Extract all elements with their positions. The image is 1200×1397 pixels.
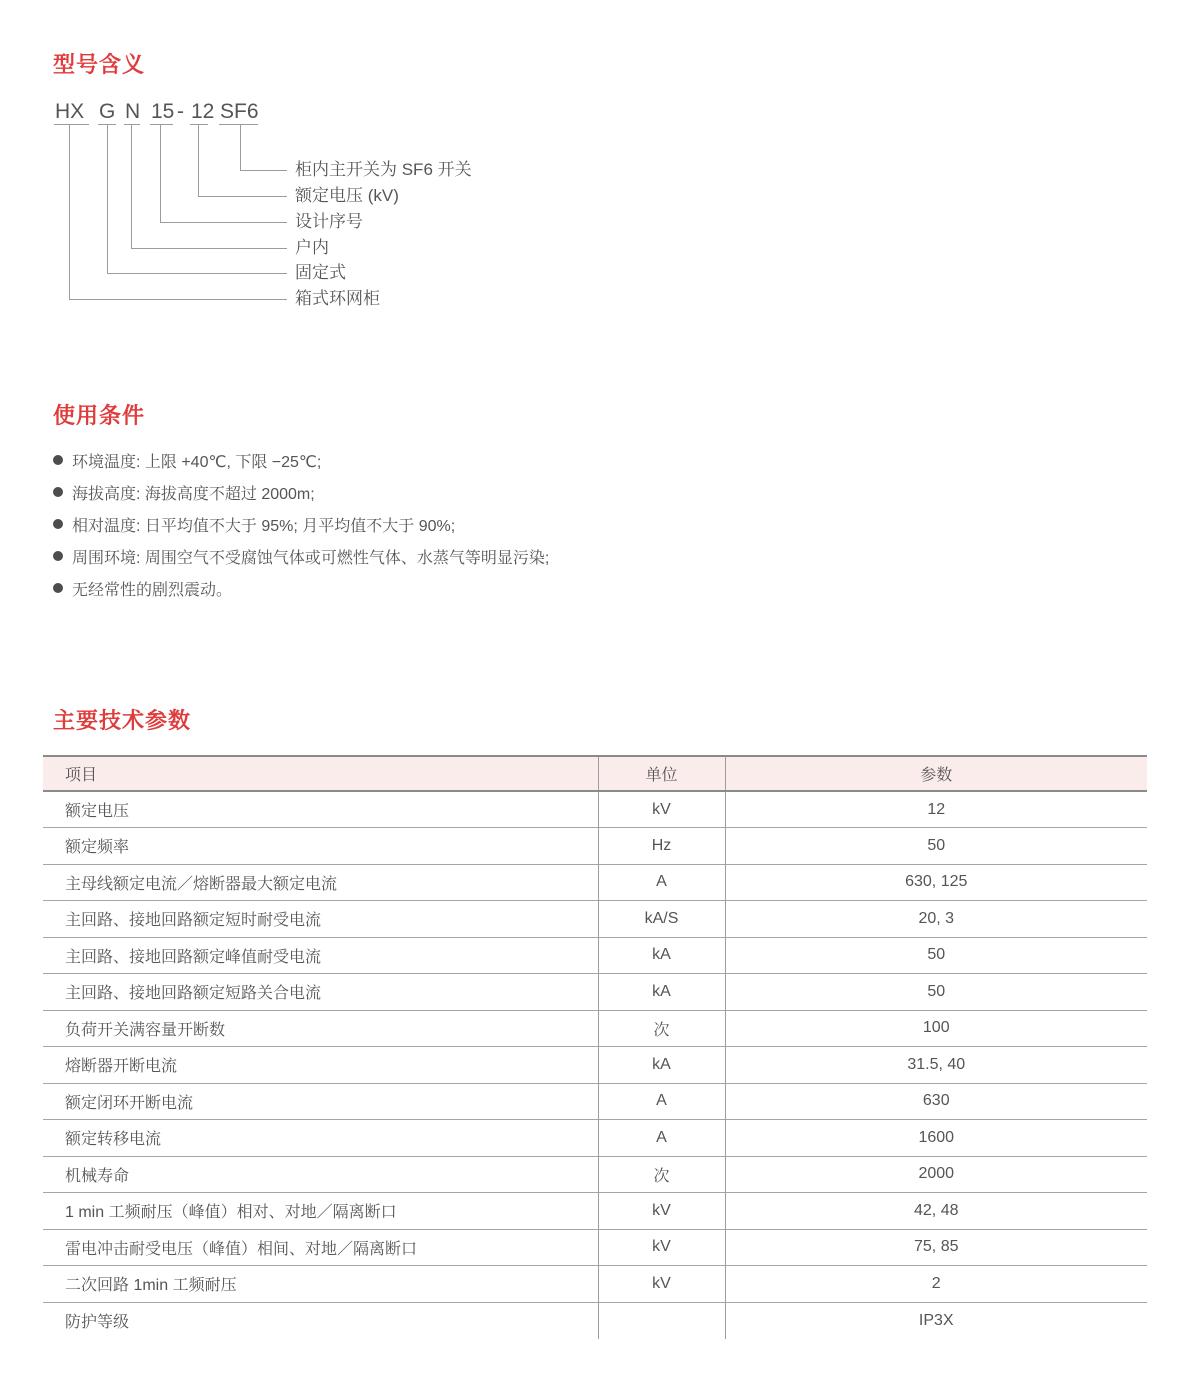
code-underline	[190, 124, 208, 125]
model-code-segment: HX	[55, 100, 85, 123]
param-value-cell: 75, 85	[725, 1229, 1147, 1266]
table-row	[43, 901, 1147, 938]
param-value-cell: 12	[725, 791, 1147, 828]
table-row	[43, 1229, 1147, 1266]
param-unit-cell: kA	[598, 974, 725, 1011]
model-code-segment: G	[99, 100, 116, 123]
model-code-segment: 12	[191, 100, 215, 123]
params-section-title: 主要技术参数	[53, 708, 192, 733]
table-row	[43, 1120, 1147, 1157]
conditions-section-title: 使用条件	[53, 403, 146, 428]
param-name-cell: 主回路、接地回路额定峰值耐受电流	[43, 937, 598, 974]
code-underline	[150, 124, 173, 125]
param-value-cell: 42, 48	[725, 1193, 1147, 1230]
table-row	[43, 1193, 1147, 1230]
param-name-cell: 额定闭环开断电流	[43, 1083, 598, 1120]
condition-text: 环境温度: 上限 +40℃, 下限 −25℃;	[72, 453, 322, 471]
param-unit-cell: 次	[598, 1010, 725, 1047]
param-value-cell: 50	[725, 974, 1147, 1011]
param-unit-cell: kV	[598, 1193, 725, 1230]
code-underline	[124, 124, 140, 125]
code-underline	[54, 124, 89, 125]
param-value-cell: 2	[725, 1266, 1147, 1303]
connector-line-vertical	[198, 124, 199, 196]
param-unit-cell: kA/S	[598, 901, 725, 938]
connector-line-horizontal	[160, 222, 287, 223]
table-row	[43, 1010, 1147, 1047]
model-code-segment: SF6	[220, 100, 259, 123]
param-unit-cell: kA	[598, 1047, 725, 1084]
param-name-cell: 机械寿命	[43, 1156, 598, 1193]
param-name-cell: 雷电冲击耐受电压（峰值）相间、对地／隔离断口	[43, 1229, 598, 1266]
param-value-cell: IP3X	[725, 1302, 1147, 1339]
connector-line-horizontal	[107, 273, 287, 274]
param-value-cell: 50	[725, 937, 1147, 974]
condition-item	[53, 540, 953, 572]
table-row	[43, 1266, 1147, 1303]
param-unit-cell: A	[598, 1083, 725, 1120]
bullet-icon	[53, 487, 63, 497]
table-row	[43, 1302, 1147, 1339]
param-name-cell: 防护等级	[43, 1302, 598, 1339]
param-name-cell: 二次回路 1min 工频耐压	[43, 1266, 598, 1303]
parameters-table	[43, 755, 1147, 1339]
table-row	[43, 974, 1147, 1011]
model-label: 柜内主开关为 SF6 开关	[295, 160, 472, 179]
model-code-dash: -	[177, 100, 184, 123]
condition-text: 周围环境: 周围空气不受腐蚀气体或可燃性气体、水蒸气等明显污染;	[72, 549, 550, 567]
connector-line-horizontal	[240, 170, 287, 171]
column-header-item: 项目	[43, 756, 598, 791]
param-value-cell: 630	[725, 1083, 1147, 1120]
param-unit-cell: A	[598, 864, 725, 901]
param-name-cell: 1 min 工频耐压（峰值）相对、对地／隔离断口	[43, 1193, 598, 1230]
table-row	[43, 828, 1147, 865]
param-unit-cell: kV	[598, 1266, 725, 1303]
condition-item	[53, 476, 953, 508]
model-code-segment: N	[125, 100, 141, 123]
model-code-segment: 15	[151, 100, 175, 123]
condition-text: 相对温度: 日平均值不大于 95%; 月平均值不大于 90%;	[72, 517, 456, 535]
model-label: 固定式	[295, 263, 346, 282]
param-name-cell: 负荷开关满容量开断数	[43, 1010, 598, 1047]
param-unit-cell	[598, 1302, 725, 1339]
param-name-cell: 主回路、接地回路额定短路关合电流	[43, 974, 598, 1011]
param-name-cell: 额定转移电流	[43, 1120, 598, 1157]
model-section-title: 型号含义	[53, 52, 146, 77]
param-name-cell: 主回路、接地回路额定短时耐受电流	[43, 901, 598, 938]
table-header-row	[43, 756, 1147, 791]
param-unit-cell: 次	[598, 1156, 725, 1193]
bullet-icon	[53, 455, 63, 465]
param-value-cell: 50	[725, 828, 1147, 865]
code-underline	[219, 124, 258, 125]
bullet-icon	[53, 551, 63, 561]
param-name-cell: 额定频率	[43, 828, 598, 865]
param-unit-cell: kA	[598, 937, 725, 974]
param-value-cell: 100	[725, 1010, 1147, 1047]
param-unit-cell: Hz	[598, 828, 725, 865]
connector-line-vertical	[160, 124, 161, 222]
connector-line-vertical	[240, 124, 241, 170]
column-header-unit: 单位	[598, 756, 725, 791]
condition-item	[53, 572, 953, 604]
param-unit-cell: kV	[598, 1229, 725, 1266]
bullet-icon	[53, 583, 63, 593]
conditions-list	[53, 444, 953, 604]
model-label: 设计序号	[295, 212, 363, 231]
bullet-icon	[53, 519, 63, 529]
param-value-cell: 31.5, 40	[725, 1047, 1147, 1084]
param-unit-cell: kV	[598, 791, 725, 828]
model-label: 箱式环网柜	[295, 289, 380, 308]
param-name-cell: 主母线额定电流／熔断器最大额定电流	[43, 864, 598, 901]
param-name-cell: 熔断器开断电流	[43, 1047, 598, 1084]
table-row	[43, 791, 1147, 828]
column-header-value: 参数	[725, 756, 1147, 791]
connector-line-vertical	[69, 124, 70, 299]
connector-line-horizontal	[198, 196, 287, 197]
connector-line-vertical	[107, 124, 108, 273]
connector-line-vertical	[131, 124, 132, 248]
model-label: 额定电压 (kV)	[295, 186, 399, 205]
connector-line-horizontal	[69, 299, 287, 300]
table-row	[43, 1156, 1147, 1193]
table-row	[43, 1083, 1147, 1120]
param-value-cell: 2000	[725, 1156, 1147, 1193]
param-value-cell: 630, 125	[725, 864, 1147, 901]
param-value-cell: 1600	[725, 1120, 1147, 1157]
condition-text: 无经常性的剧烈震动。	[72, 581, 233, 599]
model-label: 户内	[295, 238, 329, 257]
param-unit-cell: A	[598, 1120, 725, 1157]
table-row	[43, 864, 1147, 901]
condition-item	[53, 444, 953, 476]
param-name-cell: 额定电压	[65, 803, 130, 820]
table-row	[43, 937, 1147, 974]
param-value-cell: 20, 3	[725, 901, 1147, 938]
connector-line-horizontal	[131, 248, 287, 249]
condition-text: 海拔高度: 海拔高度不超过 2000m;	[72, 485, 315, 503]
table-row	[43, 1047, 1147, 1084]
condition-item	[53, 508, 953, 540]
